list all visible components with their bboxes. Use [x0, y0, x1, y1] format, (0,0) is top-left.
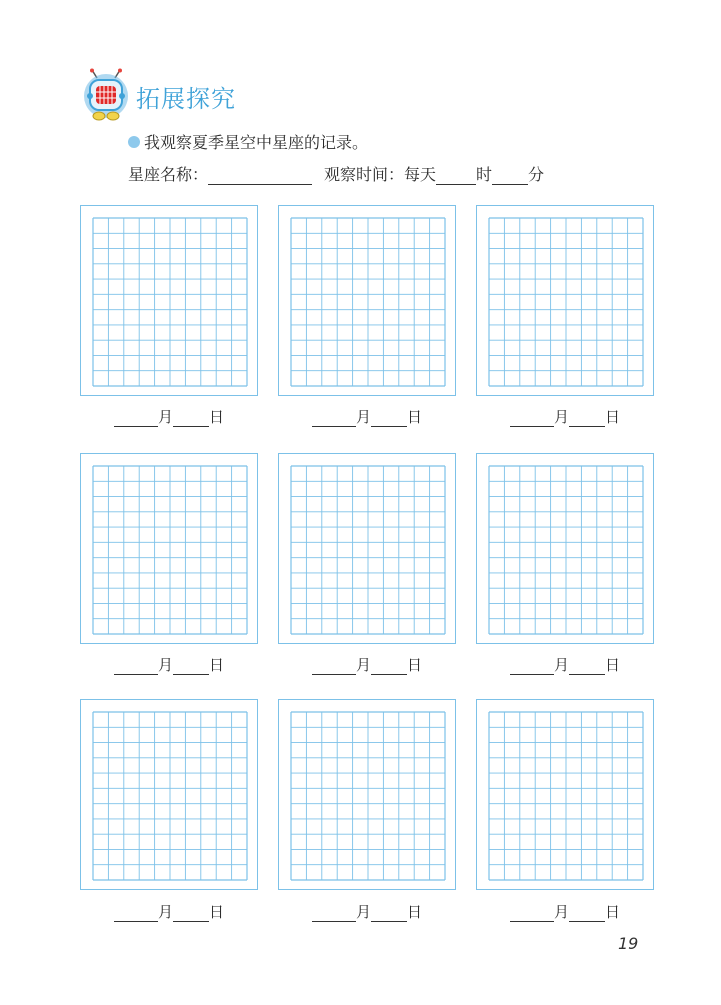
hour-unit: 时: [476, 165, 493, 184]
month-blank[interactable]: [312, 905, 356, 922]
record-grid-card[interactable]: [80, 699, 258, 890]
day-unit: 日: [605, 656, 621, 674]
intro-text: 我观察夏季星空中星座的记录。: [144, 133, 369, 152]
observation-time-label: 观察时间：每天: [324, 165, 437, 184]
day-unit: 日: [407, 408, 423, 426]
month-blank[interactable]: [510, 410, 554, 427]
day-unit: 日: [209, 408, 225, 426]
month-blank[interactable]: [510, 658, 554, 675]
observation-form: [128, 162, 544, 185]
month-unit: 月: [553, 656, 569, 674]
month-unit: 月: [355, 408, 371, 426]
record-date-line: [80, 406, 258, 427]
constellation-name-blank[interactable]: [208, 166, 312, 185]
record-date-line: [278, 654, 456, 675]
month-blank[interactable]: [114, 658, 158, 675]
record-date-line: [80, 654, 258, 675]
record-grid-card[interactable]: [278, 453, 456, 644]
month-unit: 月: [157, 656, 173, 674]
record-date-line: [476, 901, 654, 922]
record-date-line: [476, 654, 654, 675]
record-grid: [290, 711, 446, 881]
day-blank[interactable]: [569, 905, 605, 922]
minute-unit: 分: [528, 165, 545, 184]
record-grid: [488, 711, 644, 881]
record-grid: [92, 465, 248, 635]
day-blank[interactable]: [173, 905, 209, 922]
day-blank[interactable]: [569, 658, 605, 675]
hour-blank[interactable]: [436, 166, 476, 185]
month-blank[interactable]: [114, 410, 158, 427]
record-grid: [488, 465, 644, 635]
minute-blank[interactable]: [492, 166, 528, 185]
record-grid-card[interactable]: [278, 699, 456, 890]
day-unit: 日: [605, 903, 621, 921]
page-number: 19: [618, 934, 639, 953]
section-header: [78, 68, 236, 124]
record-grid-card[interactable]: [80, 205, 258, 396]
month-unit: 月: [355, 903, 371, 921]
record-grid-card[interactable]: [476, 453, 654, 644]
month-unit: 月: [157, 408, 173, 426]
record-date-line: [476, 406, 654, 427]
day-unit: 日: [407, 656, 423, 674]
day-blank[interactable]: [173, 410, 209, 427]
record-date-line: [278, 901, 456, 922]
section-title: 拓展探究: [136, 84, 236, 113]
record-grid-card[interactable]: [278, 205, 456, 396]
month-unit: 月: [553, 408, 569, 426]
day-blank[interactable]: [569, 410, 605, 427]
month-unit: 月: [355, 656, 371, 674]
day-blank[interactable]: [371, 410, 407, 427]
record-grid-card[interactable]: [476, 699, 654, 890]
record-grid: [290, 465, 446, 635]
record-grid: [290, 217, 446, 387]
activity-intro: [128, 130, 368, 153]
month-blank[interactable]: [312, 658, 356, 675]
record-grid-card[interactable]: [476, 205, 654, 396]
day-unit: 日: [209, 656, 225, 674]
day-unit: 日: [407, 903, 423, 921]
day-blank[interactable]: [371, 658, 407, 675]
day-blank[interactable]: [173, 658, 209, 675]
record-grid: [92, 711, 248, 881]
month-unit: 月: [157, 903, 173, 921]
robot-mascot-icon: [78, 68, 134, 124]
day-unit: 日: [209, 903, 225, 921]
constellation-name-label: 星座名称：: [128, 165, 209, 184]
record-grid: [488, 217, 644, 387]
month-blank[interactable]: [114, 905, 158, 922]
record-date-line: [278, 406, 456, 427]
month-blank[interactable]: [510, 905, 554, 922]
day-unit: 日: [605, 408, 621, 426]
bullet-dot-icon: [128, 136, 140, 148]
month-unit: 月: [553, 903, 569, 921]
day-blank[interactable]: [371, 905, 407, 922]
record-grid-card[interactable]: [80, 453, 258, 644]
record-date-line: [80, 901, 258, 922]
month-blank[interactable]: [312, 410, 356, 427]
record-grid: [92, 217, 248, 387]
